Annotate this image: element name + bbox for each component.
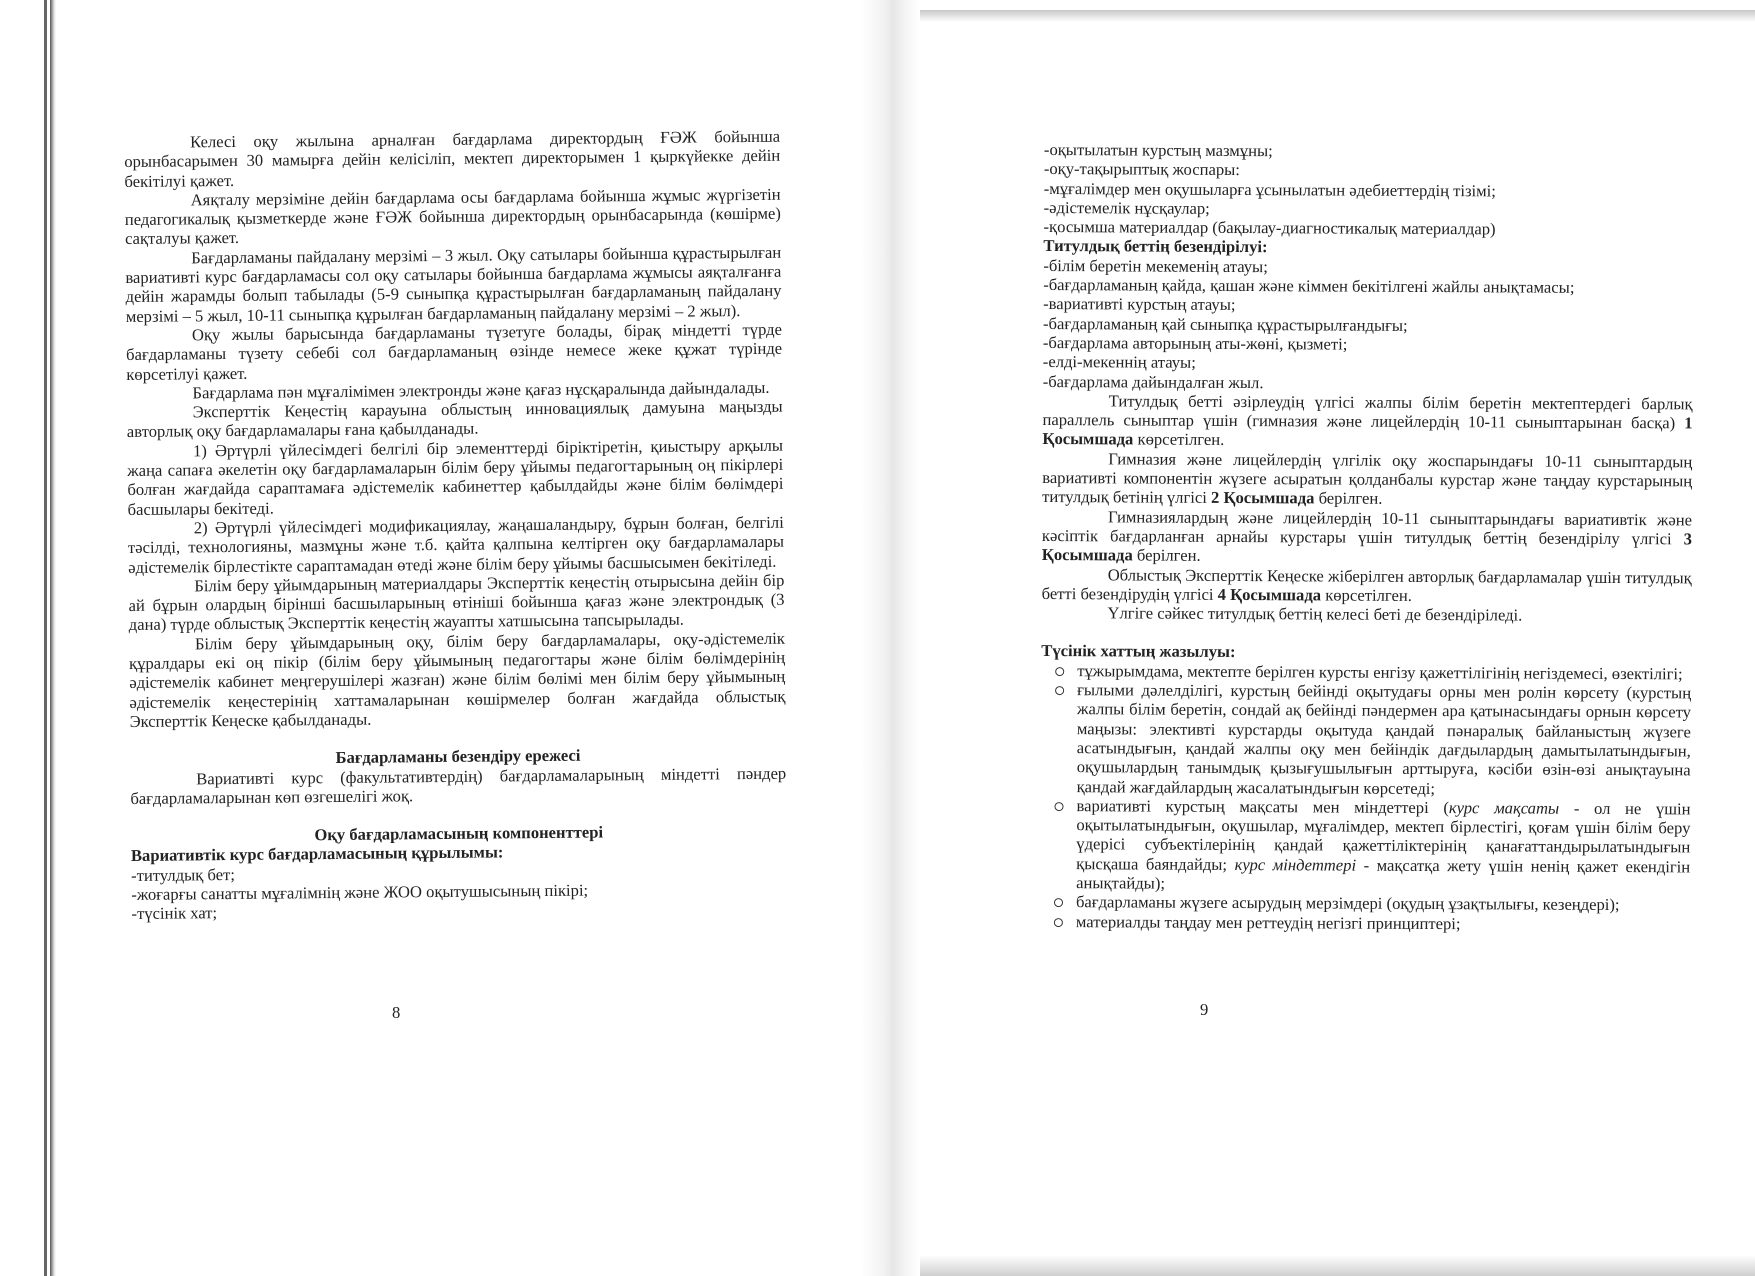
list-item: ғылыми дәлелділігі, курстың бейінді оқытудағы орны мен ролін көрсету (курстың жалпы білім беретін, сондай ақ бейінді пәндермен ара қатынасындағы орнын көрсету маңызы: элективті курстарды оқытуда қандай пәнаралық байланыстың жүзеге асатындығын, қандай жалпы оқу мен бейіндік дағдылардың дамытылатындығын, оқушылардың танымдық қызығушылығын арттыруға, кәсіби өзін-өзі анықтауына қандай жағдайлардың жасалатындығын көрсетеді; xyxy=(1041,680,1692,799)
list-item: -түсінік хат; xyxy=(131,903,218,924)
list-item: -жоғарғы санатты мұғалімнің және ЖОО оқытушысының пікірі; xyxy=(131,880,589,904)
list-item: -бағдарламаның қай сыныпқа құрастырылғандығы; xyxy=(1042,313,1408,335)
list-item: -әдістемелік нұсқаулар; xyxy=(1043,197,1210,218)
scan-shadow-top xyxy=(920,10,1755,22)
list-item: материалды таңдау мен реттеудің негізгі принциптері; xyxy=(1040,912,1690,935)
paragraph: Бағдарлама пән мұғалімімен электронды және қағаз нұсқаралында дайындалады. xyxy=(192,377,770,403)
paragraph: Вариативті курс (факультативтердің) бағдарламаларының міндетті пәндер бағдарламаларынан көп өзгешелігі жоқ. xyxy=(130,763,787,808)
list-item: -вариативті курстың атауы; xyxy=(1043,294,1236,315)
paragraph: 1) Әртүрлі үйлесімдегі белгілі бір элементтерді біріктіретін, қиыстыру арқылы жаңа сапаға әкелетін оқу бағдарламаларын білім беру ұйымы педагогтарының оң пікірлері болған жағдайда сараптамаға әдістемелік кабинеттер қабылдайды және білім бөлімдерi басшылары бекітеді. xyxy=(127,435,784,519)
paragraph: Келесі оқу жылына арналған бағдарлама директордың ҒӘЖ бойынша орынбасарымен 30 мамырға дейін келісіліп, мектеп директорымен 1 қыркүйекке дейін бекітілуі қажет. xyxy=(124,126,781,191)
scan-shadow-bottom xyxy=(920,1255,1755,1276)
subheading: Титулдық беттің безендірілуі: xyxy=(1043,236,1268,257)
paragraph: Бағдарламаны пайдалану мерзімі – 3 жыл. Оқу сатылары бойынша құрастырылған вариативті курс бағдарламасы сол оқу сатылары бойынша бағдарлама жұмысы аяқталғанға дейін жарамды болып табылады (5-9 сыныпқа құрастырылған бағдарламаның пайдалану мерзімі – 5 жыл, 10-11 сыныпқа құрылған бағдарламаның пайдалану мерзімі – 2 жыл). xyxy=(125,242,782,326)
page-number: 9 xyxy=(1200,1000,1209,1019)
paragraph: Облыстық Эксперттік Кеңеске жіберілген авторлық бағдарламалар үшін титулдық бетті безендірудің үлгісі 4 Қосымшада көрсетілген. xyxy=(1041,564,1692,605)
page-edge xyxy=(50,0,56,1276)
paragraph: 2) Әртүрлі үйлесімдегі модификациялау, жаңашаландыру, бұрын болған, белгілі тәсілді, технологияны, мазмұны және т.б. қайта қалпына келтірген оқу бағдарламалары әдістемелік бірлестікте сараптамадан өтеді және білім беру ұйымы басшысымен бекітіледі. xyxy=(127,512,785,577)
list-item: -елді-мекеннің атауы; xyxy=(1042,352,1196,373)
paragraph: Оқу жылы барысында бағдарламаны түзетуге болады, бірақ міндетті түрде бағдарламаны түзету себебі сол бағдарламаның өзінде немесе жеке құжат түрінде көрсетілуі қажет. xyxy=(126,319,783,384)
paragraph: Аяқталу мерзіміне дейін бағдарлама осы бағдарлама бойынша жұмыс жүргізетін педагогикалық қызметкерде және ҒӘЖ бойынша директордың орынбасарында (көшірме) сақталуы қажет. xyxy=(124,184,781,249)
list-item: вариативті курстың мақсаты мен міндеттері (курс мақсаты - ол не үшін оқытылатындығын, оқушылар, мұғалімдер, мектеп бірлестігі, қоғам үшін білім беру үдерісі субъектілерінің қандай қажеттіліктерінің қанағаттандырылатындығын қысқаша баяндайды; курс міндеттері - мақсатқа жету үшін ненің қажет екендігін анықтайды); xyxy=(1040,796,1690,896)
list-item: -қосымша материалдар (бақылау-диагностикалық материалдар) xyxy=(1043,217,1496,239)
paragraph: Үлгіге сәйкес титулдық беттің келесі беті де безендіріледі. xyxy=(1107,603,1523,625)
section-heading: Оқу бағдарламасының компоненттері xyxy=(314,822,604,845)
paragraph: Білім беру ұйымдарының оқу, білім беру бағдарламалары, оқу-әдістемелік құралдары екі оң пікір (білім беру ұйымының педагогтары және білім бөлімдерінің әдістемелік кабинет меңгерушілері жазған) және білім бөлімі мен білім беру ұйымының әдістемелік кеңестерінің хаттамаларынан көшірмелер болған жағдайда облыстық Эксперттік Кеңеске қабылданады. xyxy=(129,628,786,731)
list-item: -оқытылатын курстың мазмұны; xyxy=(1043,140,1273,161)
subheading: Вариативтік курс бағдарламасының құрылымы: xyxy=(130,842,504,866)
list-item: -титулдық бет; xyxy=(131,864,236,885)
list-item: -бағдарлама дайындалған жыл. xyxy=(1042,371,1264,392)
paragraph: Гимназия және лицейлердің үлгілік оқу жоспарындағы 10-11 сыныптардың вариативті компонентін жүзеге асыратын қолданбалы курстар және таңдау курстарының титулдық бетінің үлгісі 2 Қосымшада берілген. xyxy=(1042,449,1693,509)
paragraph: Титулдық бетті әзірлеудің үлгісі жалпы білім беретін мектептердегі барлық параллель сыныптар үшін (гимназия және лицейлердің 10-11 сыныптарынан басқа) 1 Қосымшада көрсетілген. xyxy=(1042,391,1693,450)
list-item: бағдарламаны жүзеге асырудың мерзімдері (оқудың ұзақтылығы, кезеңдері); xyxy=(1040,892,1690,915)
list-item: тұжырымдама, мектепте берілген курсты енгізу қажеттілігінің негіздемесі, өзектілігі; xyxy=(1041,661,1691,684)
list-item: -бағдарламаның қайда, қашан және кіммен бекітілгені жайлы анықтамасы; xyxy=(1043,275,1575,297)
paragraph: Гимназиялардың және лицейлердің 10-11 сыныптарындағы вариативтік және кәсіптік бағдарланған арнайы курстары үшін титулдық беттің безендірілу үлгісі 3 Қосымшада берілген. xyxy=(1041,506,1693,566)
right-page xyxy=(1040,140,1694,934)
list-item: -оқу-тақырыптық жоспары: xyxy=(1043,159,1241,180)
paragraph: Эксперттік Кеңестің карауына облыстың инновациялық дамуына маңызды авторлық оқу бағдарламалары ғана қабылданады. xyxy=(126,396,783,442)
page-edge-shadow xyxy=(44,0,47,1276)
bullet-list xyxy=(1040,661,1691,935)
page-number: 8 xyxy=(392,1003,401,1022)
list-item: -бағдарлама авторының аты-жөні, қызметі; xyxy=(1042,332,1348,354)
paragraph: Білім беру ұйымдарының материалдары Эксперттік кеңестің отырысына дейін бір ай бұрын олардың бірінші басшыларының өтініші бойынша қағаз және электрондық (3 дана) түрде облыстық Эксперттік кеңестің жауапты хатшысына тапсырылады. xyxy=(128,570,785,635)
section-heading: Бағдарламаны безендіру ережесі xyxy=(335,745,581,768)
subheading: Түсінік хаттың жазылуы: xyxy=(1041,641,1236,662)
list-item: -мұғалімдер мен оқушыларға ұсынылатын әдебиеттердің тізімі; xyxy=(1043,178,1496,200)
book-gutter xyxy=(860,0,920,1276)
list-item: -білім беретін мекеменің атауы; xyxy=(1043,255,1268,276)
left-page xyxy=(124,127,788,924)
